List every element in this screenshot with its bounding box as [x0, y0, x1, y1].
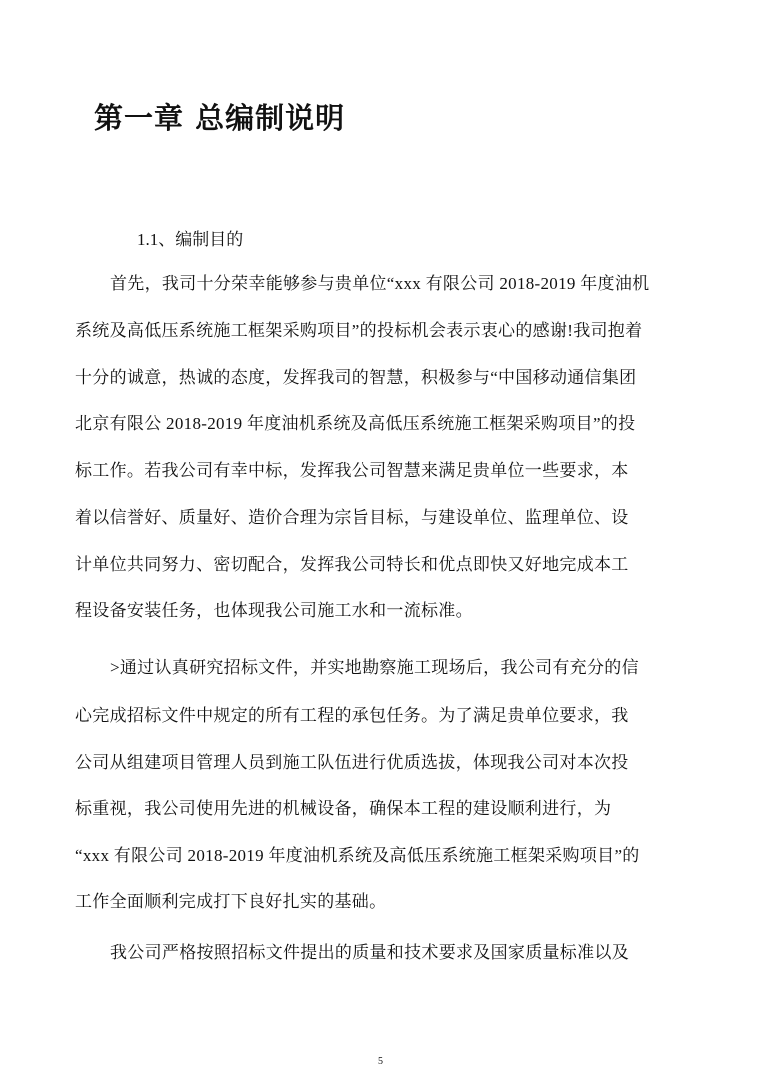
chapter-title: 第一章 总编制说明: [94, 101, 346, 135]
paragraph-line: 标重视，我公司使用先进的机械设备，确保本工程的建设顺利进行，为: [75, 799, 612, 818]
paragraph-line: 十分的诚意，热诚的态度，发挥我司的智慧，积极参与“中国移动通信集团: [75, 368, 637, 387]
paragraph-line: >通过认真研究招标文件，并实地勘察施工现场后，我公司有充分的信: [110, 658, 639, 677]
paragraph-line: 计单位共同努力、密切配合，发挥我公司特长和优点即快又好地完成本工: [75, 555, 629, 574]
paragraph-line: 工作全面顺利完成打下良好扎实的基础。: [75, 892, 387, 911]
paragraph-line: 程设备安装任务，也体现我公司施工水和一流标准。: [75, 601, 473, 620]
paragraph-line: 心完成招标文件中规定的所有工程的承包任务。为了满足贵单位要求，我: [75, 706, 629, 725]
paragraph-line: 标工作。若我公司有幸中标，发挥我公司智慧来满足贵单位一些要求，本: [75, 461, 629, 480]
paragraph-line: “xxx 有限公司 2018-2019 年度油机系统及高低压系统施工框架采购项目”的: [75, 846, 640, 865]
paragraph-line: 着以信誉好、质量好、造价合理为宗旨目标，与建设单位、监理单位、设: [75, 508, 629, 527]
paragraph-line: 系统及高低压系统施工框架采购项目”的投标机会表示衷心的感谢!我司抱着: [75, 321, 643, 340]
page-number: 5: [378, 1056, 383, 1067]
paragraph-line: 首先，我司十分荣幸能够参与贵单位“xxx 有限公司 2018-2019 年度油机: [110, 274, 650, 293]
section-heading: 1.1、编制目的: [137, 230, 244, 249]
paragraph-line: 公司从组建项目管理人员到施工队伍进行优质选拔，体现我公司对本次投: [75, 753, 629, 772]
paragraph-line: 我公司严格按照招标文件提出的质量和技术要求及国家质量标准以及: [110, 943, 629, 962]
paragraph-line: 北京有限公 2018-2019 年度油机系统及高低压系统施工框架采购项目”的投: [75, 414, 636, 433]
